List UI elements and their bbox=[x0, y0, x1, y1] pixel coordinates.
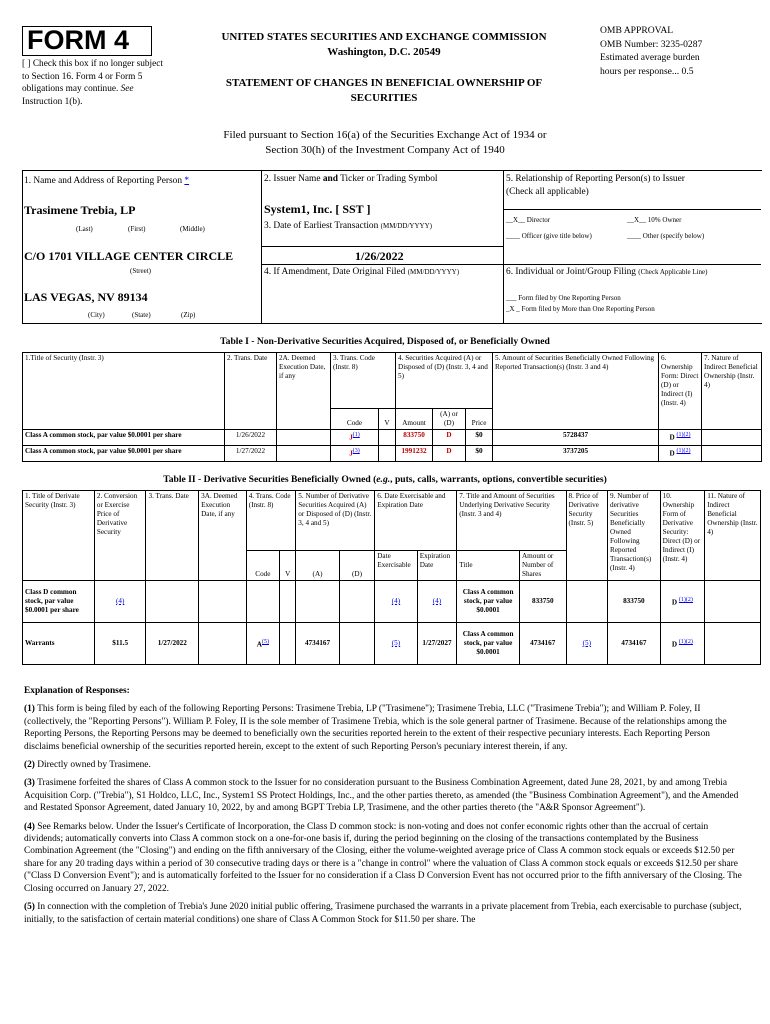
t2-r1-exer: (5) bbox=[375, 623, 418, 665]
table2 bbox=[22, 490, 761, 665]
t2-r1-form: D $^{(1)(2)}$ bbox=[660, 623, 705, 665]
t1-r1-title: Class A common stock, par value $0.0001 per share bbox=[23, 446, 225, 462]
t2-r0-conv bbox=[94, 581, 146, 623]
t1-r1-form: D $^{(1)(2)}$ bbox=[659, 446, 702, 462]
reporting-person-name: Trasimene Trebia, LP bbox=[24, 203, 136, 217]
t1-r1-v bbox=[379, 446, 396, 462]
t2-sub-d: (D) bbox=[339, 551, 374, 581]
t2-r1-uamount: 4734167 bbox=[519, 623, 566, 665]
t2-h6: 6. Date Exercisable and Expiration Date bbox=[375, 491, 457, 551]
statement-line1: STATEMENT OF CHANGES IN BENEFICIAL OWNERSHIP OF bbox=[225, 77, 543, 89]
agency-line2: Washington, D.C. 20549 bbox=[327, 46, 441, 58]
t2-h10: 10. Ownership Form of Derivative Security: Direct (D) or Indirect (I) (Instr. 4) bbox=[660, 491, 705, 581]
t2-r0-title: Class D common stock, par value $0.0001 per share bbox=[23, 581, 95, 623]
table2-row bbox=[23, 623, 761, 665]
t1-r1-date: 1/27/2022 bbox=[225, 446, 277, 462]
t2-h3: 3. Trans. Date bbox=[146, 491, 199, 581]
filed-pursuant: Filed pursuant to Section 16(a) of the Securities Exchange Act of 1934 or Section 30(h) of the Investment Company Act of 1940 bbox=[223, 129, 547, 156]
box4-label: 4. If Amendment, Date Original Filed (MM/DD/YYYY) bbox=[264, 267, 460, 277]
t1-sub-aord: (A) or (D) bbox=[433, 409, 466, 430]
box6-label: 6. Individual or Joint/Group Filing (Check Applicable Line) bbox=[506, 267, 708, 277]
statement-line2: SECURITIES bbox=[350, 92, 418, 104]
t2-r1-conv: $11.5 bbox=[94, 623, 146, 665]
t2-r0-form: D $^{(1)(2)}$ bbox=[660, 581, 705, 623]
state-label: (State) bbox=[132, 311, 151, 319]
t2-r0-price bbox=[566, 581, 608, 623]
t2-r0-date bbox=[146, 581, 199, 623]
t1-h7: 7. Nature of Indirect Beneficial Ownership (Instr. 4) bbox=[702, 353, 762, 430]
t1-sub-price: Price bbox=[466, 409, 493, 430]
t2-sub-amount: Amount or Number of Shares bbox=[519, 551, 566, 581]
t1-r0-deemed bbox=[277, 430, 331, 446]
street-address: C/O 1701 VILLAGE CENTER CIRCLE bbox=[24, 249, 234, 263]
t2-sub-code: Code bbox=[246, 551, 279, 581]
t2-r1-a: 4734167 bbox=[296, 623, 340, 665]
t2-r1-utitle: Class A common stock, par value $0.0001 bbox=[457, 623, 520, 665]
middle-label: (Middle) bbox=[180, 225, 205, 233]
footnote-3: (3) Trasimene forfeited the shares of Class A common stock to the Issuer for no consideration pursuant to the Business Combination Agreement, dated June 28, 2021, by and among Trebia Acquisition Corp. ("Trebia"), S1 Holdco, LLC, Inc., System1 SS Protect Holdings, Inc., and the other parties thereto, as amended (the "Business Combination Agreement"), and the Amended and Restated Sponsor Agreement, dated January 10, 2022, by and among BGPT Trebia LP, Trasimene, and the other parties thereto (the "A&R Sponsor Agreement"). bbox=[24, 778, 739, 814]
t2-h7: 7. Title and Amount of Securities Underlying Derivative Security (Instr. 3 and 4) bbox=[457, 491, 566, 551]
table2-row bbox=[23, 581, 761, 623]
omb-approval: OMB APPROVAL OMB Number: 3235-0287 Estimated average burden hours per response... 0.5 bbox=[600, 25, 703, 77]
t2-r1-title: Warrants bbox=[23, 623, 95, 665]
footnote-5: (5) In connection with the completion of Trebia's June 2020 initial public offering, Trasimene purchased the warrants in a private placement from Trebia, each exercisable to purchase (subject, initially, to the satisfaction of certain material conditions) one share of Class A Common Stock for $11.50 per share. The bbox=[24, 902, 742, 925]
explanation-of-responses bbox=[24, 685, 746, 932]
table2-title: Table II - Derivative Securities Beneficially Owned (e.g., puts, calls, warrants, options, convertible securities) bbox=[163, 474, 607, 485]
city-label: (City) bbox=[88, 311, 105, 319]
t2-h8: 8. Price of Derivative Security (Instr. 5) bbox=[566, 491, 608, 581]
agency-line1: UNITED STATES SECURITIES AND EXCHANGE COMMISSION bbox=[221, 31, 547, 43]
t1-h4: 4. Securities Acquired (A) or Disposed of (D) (Instr. 3, 4 and 5) bbox=[396, 353, 493, 409]
t2-sub-exer: Date Exercisable bbox=[375, 551, 418, 581]
t2-r0-d bbox=[339, 581, 374, 623]
t1-r0-amount: 833750 bbox=[396, 430, 433, 446]
footnote-star-link[interactable]: * bbox=[184, 176, 190, 186]
first-label: (First) bbox=[128, 225, 146, 233]
box3-label: 3. Date of Earliest Transaction (MM/DD/YYYY) bbox=[264, 221, 432, 231]
t2-r0-nature bbox=[705, 581, 761, 623]
t2-r1-owned: 4734167 bbox=[608, 623, 661, 665]
t1-r0-code: $J^{(1)}$ bbox=[331, 430, 379, 446]
t2-r1-price: (5) bbox=[566, 623, 608, 665]
t2-r0-owned: 833750 bbox=[608, 581, 661, 623]
t2-r0-deemed bbox=[199, 581, 247, 623]
t1-r0-code-footnote[interactable]: (1) bbox=[352, 432, 360, 438]
footnote-1: (1) This form is being filed by each of the following Reporting Persons: Trasimene Trebia, LP ("Trasimene"); Trasimene Trebia, LLC ("Trasimene Trebia"); and William P. Foley, II (collectively, the "Reporting Persons"). William P. Foley, II is the sole member of Trasimene Trebia, which is the sole general partner of Trasimene. Because of the relationships among the Reporting Persons, the Reporting Persons may be deemed to beneficially own the securities reported herein to the extent of their respective pecuniary interests. Each Reporting Person disclaims beneficial ownership of the securities reported herein, except to the extent of such Reporting Person's pecuniary interest therein, if any. bbox=[24, 704, 727, 752]
form-title: FORM 4 bbox=[27, 25, 130, 55]
t2-r1-d bbox=[339, 623, 374, 665]
t2-r0-exer: (4) bbox=[375, 581, 418, 623]
table1-title: Table I - Non-Derivative Securities Acquired, Disposed of, or Beneficially Owned bbox=[220, 336, 550, 347]
footnote-2: (2) Directly owned by Trasimene. bbox=[24, 760, 151, 771]
t2-r1-deemed bbox=[199, 623, 247, 665]
t1-h2a: 2A. Deemed Execution Date, if any bbox=[277, 353, 331, 430]
t2-r0-exp: (4) bbox=[417, 581, 456, 623]
t2-r1-nature bbox=[705, 623, 761, 665]
section16-checkbox-text[interactable]: [ ] Check this box if no longer subject to Section 16. Form 4 or Form 5 obligations may continue. See Instruction 1(b). bbox=[22, 59, 163, 107]
t1-r1-price: $0 bbox=[466, 446, 493, 462]
t1-h6: 6. Ownership Form: Direct (D) or Indirect (I) (Instr. 4) bbox=[659, 353, 702, 430]
t1-h1: 1.Title of Security (Instr. 3) bbox=[23, 353, 225, 430]
other-checkbox[interactable]: ____ Other (specify below) bbox=[627, 232, 705, 240]
t2-sub-v: V bbox=[280, 551, 296, 581]
t2-h5: 5. Number of Derivative Securities Acquired (A) or Disposed of (D) (Instr. 3, 4 and 5) bbox=[296, 491, 375, 551]
t1-sub-amount: Amount bbox=[396, 409, 433, 430]
t1-r1-nature bbox=[702, 446, 762, 462]
footnote-4: (4) See Remarks below. Under the Issuer's Certificate of Incorporation, the Class D common stock: is non-voting and does not confer economic rights other than the accrual of certain dividends; automatically converts into Class A common stock on a one-for-one basis if, during the period beginning on the closing of the transactions contemplated by the Business Combination Agreement (the "Closing") and ending on the fifth anniversary of the Closing, either the volume-weighted average price of Class A common stock equals or exceeds $12.50 per share for any 20 trading days within a period of 30 consecutive trading days or there is a "change in control" where the valuation of Class A common stock equals or exceeds $12.50 per share ("Class D Conversion Event"); and is automatically forfeited to the Issuer for no consideration if a Class D Conversion Event has not occurred prior to the fifth anniversary of the Closing. The Closing occurred on January 27, 2022. bbox=[24, 821, 742, 894]
t1-r0-v bbox=[379, 430, 396, 446]
t2-r1-code: $A^{(5)}$ bbox=[246, 623, 279, 665]
t2-sub-a: (A) bbox=[296, 551, 340, 581]
t1-r1-form-footnote[interactable]: (1)(2) bbox=[676, 448, 691, 454]
t2-r0-uamount: 833750 bbox=[519, 581, 566, 623]
director-checkbox[interactable]: __X__ Director bbox=[506, 216, 551, 224]
t1-r1-deemed bbox=[277, 446, 331, 462]
t2-h1: 1. Title of Derivate Security (Instr. 3) bbox=[23, 491, 95, 581]
issuer-name: System1, Inc. [ SST ] bbox=[264, 202, 371, 216]
t1-sub-code: Code bbox=[331, 409, 379, 430]
table1-row bbox=[23, 430, 762, 446]
t1-r1-amount: 1991232 bbox=[396, 446, 433, 462]
t1-r1-ad: D bbox=[433, 446, 466, 462]
t1-r0-ad: D bbox=[433, 430, 466, 446]
t2-r1-exp: 1/27/2027 bbox=[417, 623, 456, 665]
explanation-heading: Explanation of Responses: bbox=[24, 686, 130, 696]
t1-r0-date: 1/26/2022 bbox=[225, 430, 277, 446]
table1-row bbox=[23, 446, 762, 462]
zip-label: (Zip) bbox=[181, 311, 196, 319]
t1-sub-v: V bbox=[379, 409, 396, 430]
last-label: (Last) bbox=[76, 225, 93, 233]
city-state-zip: LAS VEGAS, NV 89134 bbox=[24, 290, 148, 304]
t2-r0-a bbox=[296, 581, 340, 623]
earliest-transaction-date: 1/26/2022 bbox=[355, 249, 404, 263]
t1-h3: 3. Trans. Code (Instr. 8) bbox=[331, 353, 396, 409]
t1-r0-price: $0 bbox=[466, 430, 493, 446]
t1-r1-owned: 3737205 bbox=[493, 446, 659, 462]
t2-h11: 11. Nature of Indirect Beneficial Ownership (Instr. 4) bbox=[705, 491, 761, 581]
t1-h2: 2. Trans. Date bbox=[225, 353, 277, 430]
t2-r1-v bbox=[280, 623, 296, 665]
box1-label: 1. Name and Address of Reporting Person * bbox=[24, 176, 190, 186]
table1 bbox=[22, 352, 762, 462]
t2-sub-title: Title bbox=[457, 551, 520, 581]
t2-r0-code bbox=[246, 581, 279, 623]
street-label: (Street) bbox=[130, 267, 151, 275]
t1-r1-code: $J^{(3)}$ bbox=[331, 446, 379, 462]
t2-r0-v bbox=[280, 581, 296, 623]
officer-checkbox[interactable]: ____ Officer (give title below) bbox=[506, 232, 592, 240]
t2-r0-conv-footnote[interactable]: (4) bbox=[115, 597, 125, 605]
more-persons-option[interactable]: _X _ Form filed by More than One Reporting Person bbox=[506, 305, 655, 313]
t1-r0-owned: 5728437 bbox=[493, 430, 659, 446]
one-person-option[interactable]: ___ Form filed by One Reporting Person bbox=[506, 294, 621, 302]
t1-h5: 5. Amount of Securities Beneficially Owned Following Reported Transaction(s) (Instr. 3 and 4) bbox=[493, 353, 659, 430]
t2-r0-utitle: Class A common stock, par value $0.0001 bbox=[457, 581, 520, 623]
box2-label: 2. Issuer Name and Ticker or Trading Symbol bbox=[264, 174, 438, 184]
t1-r0-title: Class A common stock, par value $0.0001 per share bbox=[23, 430, 225, 446]
t1-r0-form: D $^{(1)(2)}$ bbox=[659, 430, 702, 446]
t1-r0-nature bbox=[702, 430, 762, 446]
box5-label: 5. Relationship of Reporting Person(s) to Issuer (Check all applicable) bbox=[506, 174, 685, 197]
t2-h2: 2. Conversion or Exercise Price of Derivative Security bbox=[94, 491, 146, 581]
t2-r1-date: 1/27/2022 bbox=[146, 623, 199, 665]
t1-r1-code-footnote[interactable]: (3) bbox=[352, 448, 360, 454]
t1-r0-form-footnote[interactable]: (1)(2) bbox=[676, 432, 691, 438]
t2-sub-exp: Expiration Date bbox=[417, 551, 456, 581]
t2-h9: 9. Number of derivative Securities Beneficially Owned Following Reported Transaction(s) (Instr. 4) bbox=[608, 491, 661, 581]
t2-h4: 4. Trans. Code (Instr. 8) bbox=[246, 491, 296, 551]
ten-pct-owner-checkbox[interactable]: __X__ 10% Owner bbox=[627, 216, 682, 224]
t2-h3a: 3A. Deemed Execution Date, if any bbox=[199, 491, 247, 581]
